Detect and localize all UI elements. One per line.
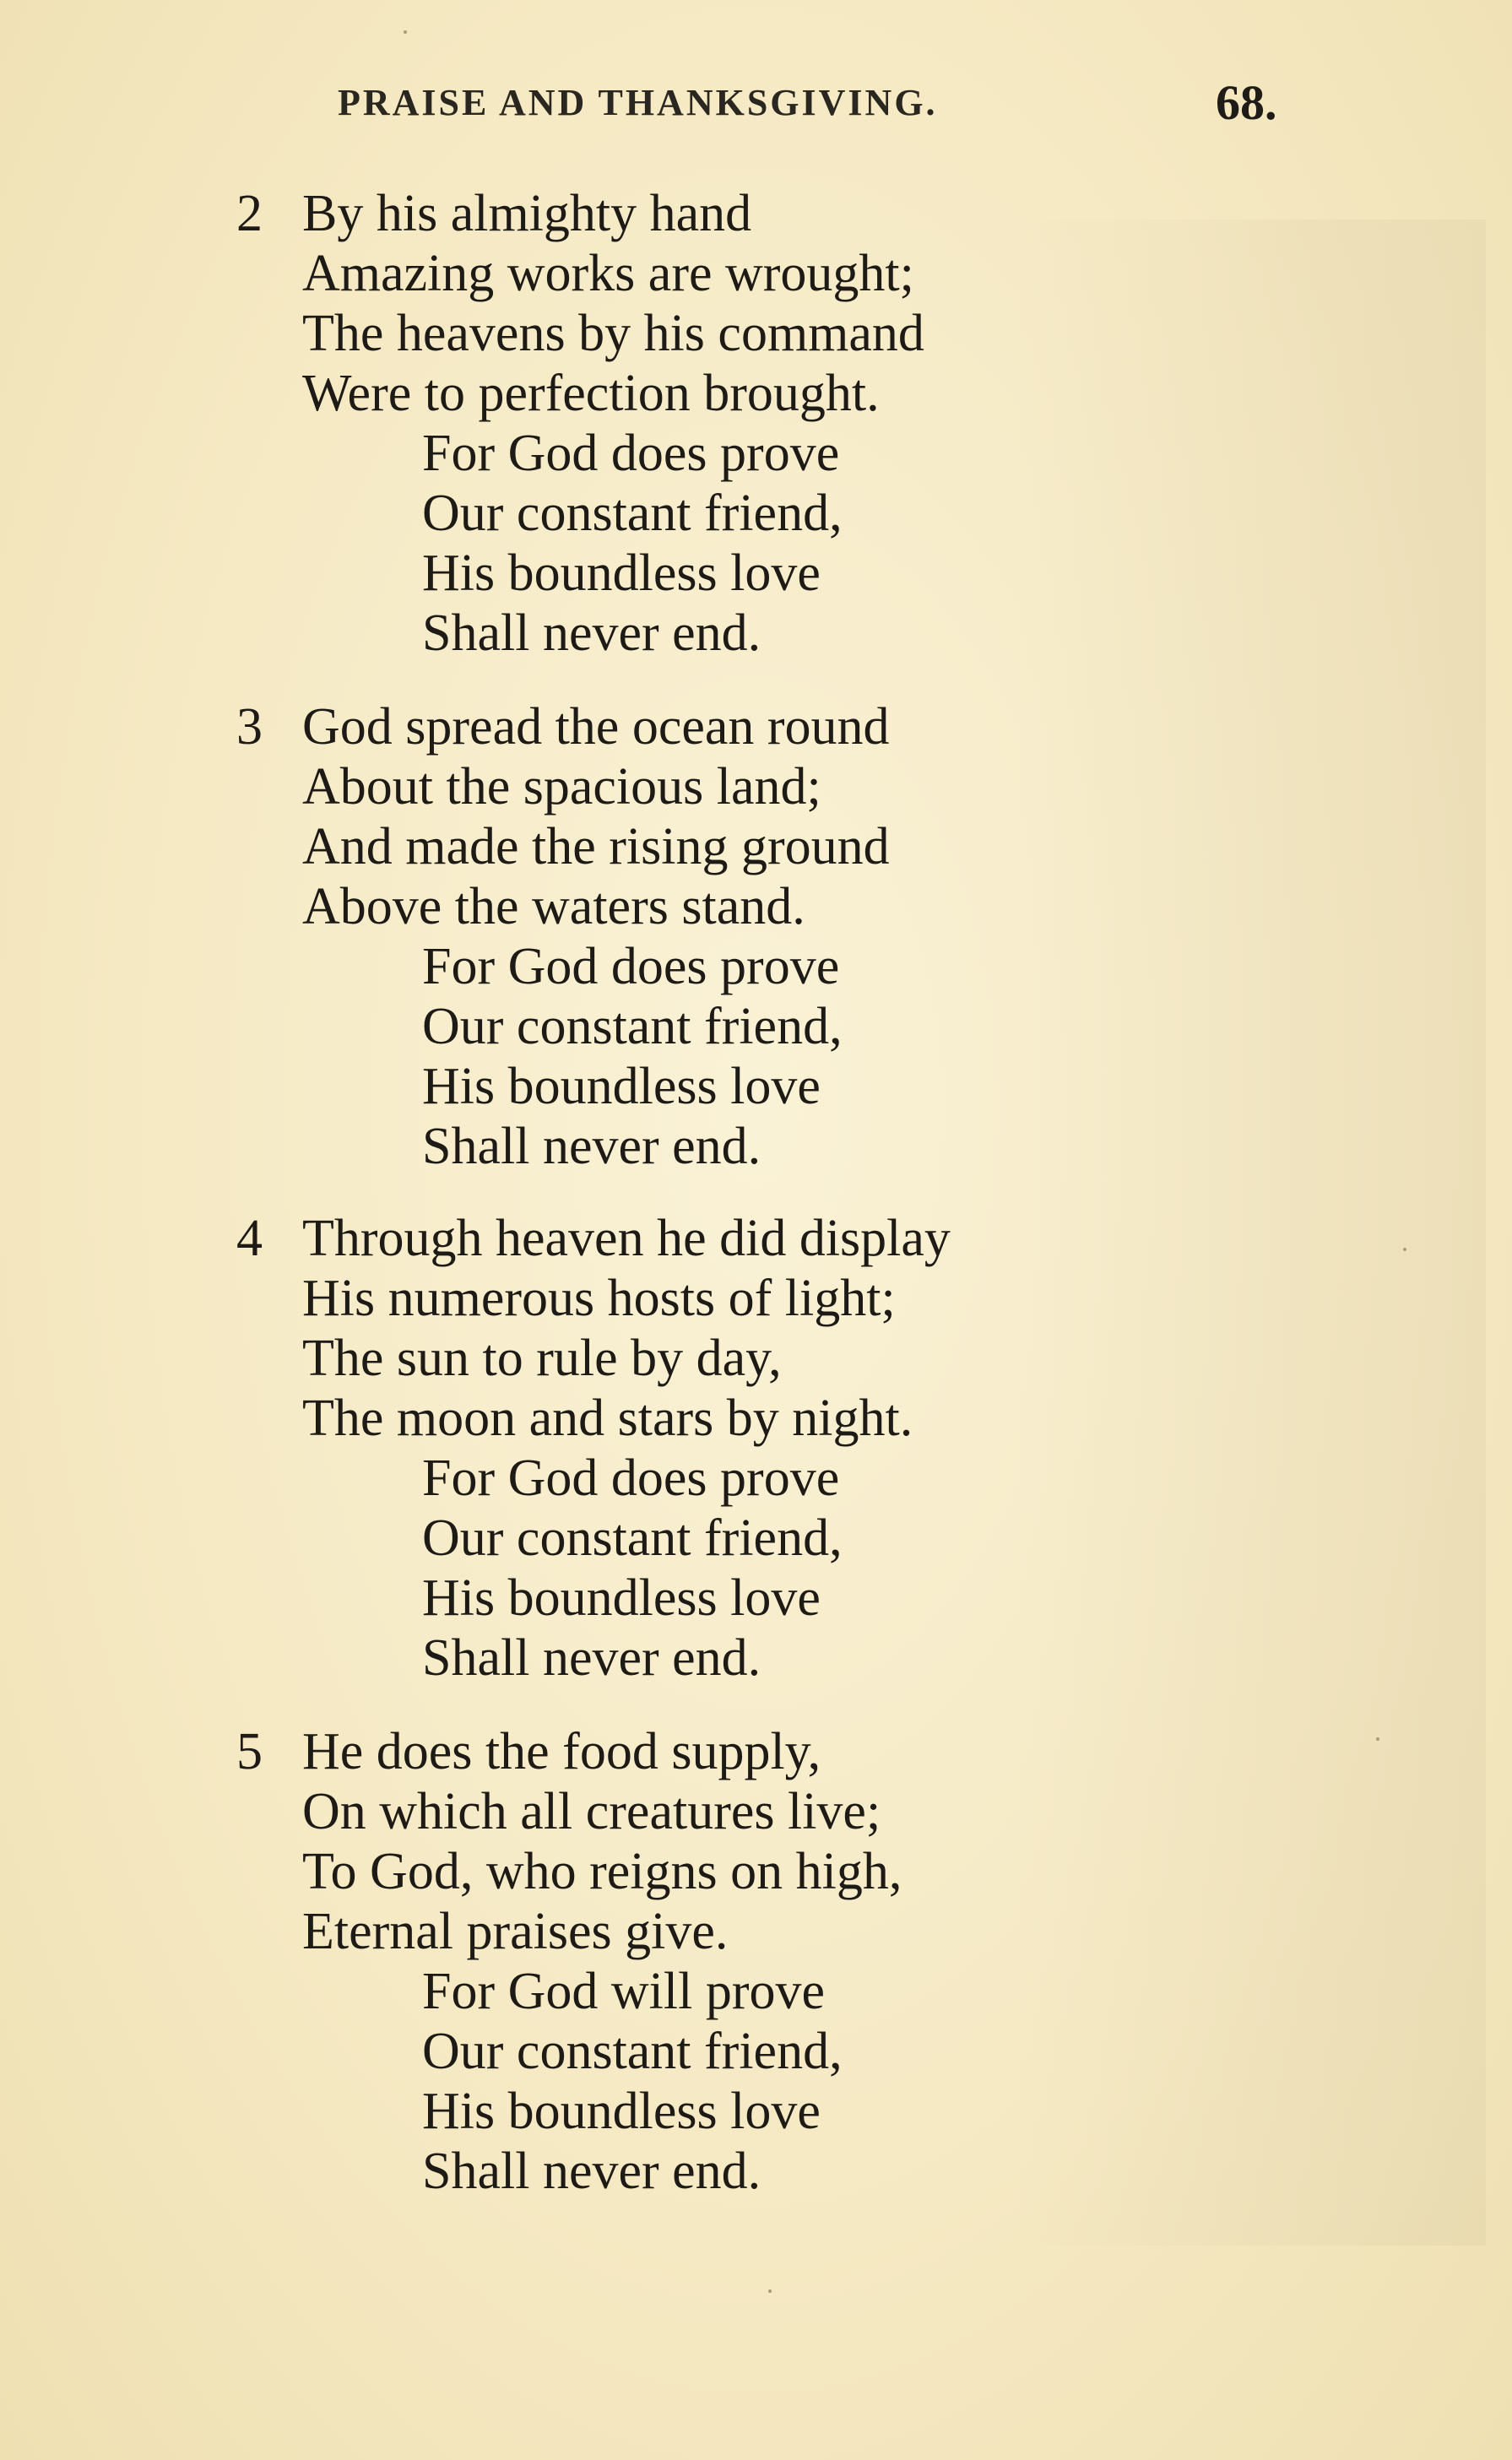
verse-number: 3 [236, 698, 263, 756]
verse-line [236, 1329, 951, 1389]
refrain-line-text: For God does prove [422, 1449, 840, 1507]
verse-line [236, 1722, 902, 1782]
refrain-line [236, 424, 924, 484]
refrain-line [236, 604, 924, 664]
refrain-line-text: For God does prove [422, 425, 840, 482]
page-number: 68. [1216, 75, 1277, 130]
verse-line-text: His numerous hosts of light; [302, 1270, 896, 1327]
refrain-line-text: Shall never end. [422, 1629, 761, 1687]
paper-speck [404, 30, 407, 34]
refrain-line-text: For God will prove [422, 1963, 826, 2020]
refrain-line [236, 484, 924, 544]
verse-line-text: About the spacious land; [302, 758, 821, 815]
verse-number: 2 [236, 185, 263, 242]
refrain-line-text: His boundless love [422, 1569, 821, 1627]
verse-line-text: Through heaven he did display [302, 1210, 951, 1267]
verse-line-text: On which all creatures live; [302, 1783, 881, 1840]
verse-line-text: He does the food supply, [302, 1723, 821, 1780]
verse-line [236, 877, 890, 937]
refrain-line [236, 1509, 951, 1569]
refrain-line [236, 1057, 890, 1117]
refrain-line [236, 2022, 902, 2082]
verse-line-text: The heavens by his command [302, 305, 924, 362]
refrain-line-text: Our constant friend, [422, 998, 843, 1055]
verse-line [236, 817, 890, 877]
verse-line [236, 244, 924, 304]
verse-number: 4 [236, 1210, 263, 1267]
verse-line [236, 1389, 951, 1449]
refrain-line [236, 937, 890, 997]
refrain-line-text: Shall never end. [422, 604, 761, 662]
refrain-line-text: For God does prove [422, 938, 840, 995]
refrain-line-text: His boundless love [422, 1058, 821, 1115]
verse-line [236, 757, 890, 817]
verse-line [236, 1902, 902, 1962]
refrain-line [236, 1117, 890, 1177]
verse-line-text: By his almighty hand [302, 185, 752, 242]
refrain-line [236, 1962, 902, 2022]
refrain-line-text: His boundless love [422, 545, 821, 602]
verse-5 [236, 1722, 902, 2202]
running-head: PRAISE AND THANKSGIVING. [338, 82, 938, 123]
verse-line [236, 1842, 902, 1902]
refrain-line [236, 1449, 951, 1509]
verse-number: 5 [236, 1723, 263, 1780]
verse-line-text: The sun to rule by day, [302, 1330, 782, 1387]
verse-line-text: The moon and stars by night. [302, 1390, 913, 1447]
refrain-line [236, 997, 890, 1057]
verse-line [236, 1209, 951, 1269]
refrain-line [236, 1628, 951, 1688]
verse-line-text: Above the waters stand. [302, 878, 805, 935]
refrain-line-text: His boundless love [422, 2083, 821, 2140]
verse-line-text: Were to perfection brought. [302, 365, 880, 422]
verse-line [236, 1782, 902, 1842]
verse-line-text: To God, who reigns on high, [302, 1843, 902, 1900]
verse-line [236, 364, 924, 424]
verse-3 [236, 697, 890, 1177]
paper-speck [768, 2289, 772, 2293]
refrain-line [236, 1569, 951, 1628]
refrain-line-text: Shall never end. [422, 1118, 761, 1175]
verse-line-text: Amazing works are wrought; [302, 245, 914, 302]
refrain-line-text: Our constant friend, [422, 2023, 843, 2080]
paper-speck [1403, 1248, 1406, 1251]
paper-speck [1376, 1737, 1379, 1741]
verse-line [236, 304, 924, 364]
verse-line [236, 184, 924, 244]
verse-line [236, 697, 890, 757]
refrain-line-text: Shall never end. [422, 2143, 761, 2200]
verse-2 [236, 184, 924, 664]
refrain-line-text: Our constant friend, [422, 485, 843, 542]
refrain-line [236, 2082, 902, 2142]
verse-4 [236, 1209, 951, 1688]
verse-line-text: God spread the ocean round [302, 698, 890, 756]
verse-line [236, 1269, 951, 1329]
refrain-line [236, 544, 924, 604]
verse-line-text: And made the rising ground [302, 818, 890, 875]
show-through-shadow [1013, 219, 1486, 2246]
refrain-line-text: Our constant friend, [422, 1509, 843, 1567]
verse-line-text: Eternal praises give. [302, 1903, 729, 1960]
refrain-line [236, 2142, 902, 2202]
